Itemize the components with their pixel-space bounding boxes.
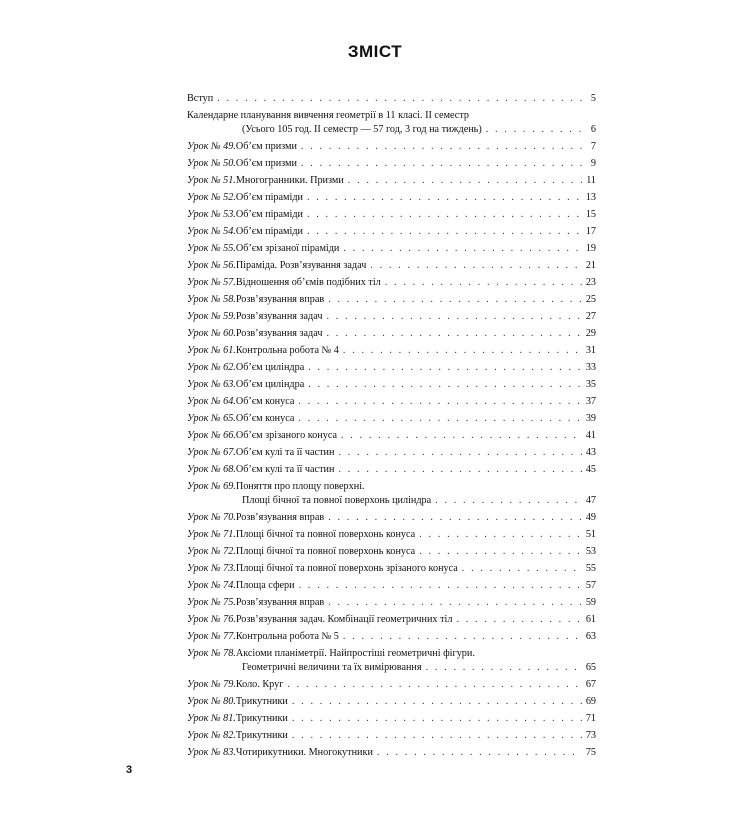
toc-entry <box>187 562 596 576</box>
dot-leader <box>431 494 582 508</box>
toc-entry-line <box>187 276 596 290</box>
toc-entry-line <box>187 191 596 205</box>
toc-entry <box>187 429 596 443</box>
dot-leader <box>288 729 582 743</box>
toc-entry-title: Об’єм піраміди <box>235 192 303 203</box>
dot-leader <box>339 242 582 256</box>
dot-leader <box>294 395 582 409</box>
dot-leader <box>294 412 582 426</box>
toc-entry-title: Вступ <box>187 93 214 104</box>
lesson-number: Урок № 59. <box>187 311 236 322</box>
toc-entry-line <box>187 579 596 593</box>
toc-entry <box>187 208 596 222</box>
toc-entry-title: Площа сфери <box>235 580 295 591</box>
toc-page-number: 11 <box>586 175 596 186</box>
dot-leader <box>334 463 582 477</box>
dot-leader <box>415 528 582 542</box>
toc-page-number: 43 <box>585 447 596 458</box>
toc-entry-line <box>187 463 596 477</box>
toc-page-number: 13 <box>585 192 596 203</box>
toc-page-number: 51 <box>585 529 596 540</box>
page-number: 3 <box>126 764 133 776</box>
toc-entry-title: Об’єм конуса <box>235 396 295 407</box>
toc-entry <box>187 695 596 709</box>
toc-entry <box>187 630 596 644</box>
dot-leader <box>339 630 582 644</box>
lesson-number: Урок № 64. <box>187 396 236 407</box>
toc-page-number: 23 <box>585 277 596 288</box>
toc-entry-line <box>187 92 596 106</box>
toc-entry-title: Розв’язування задач. Комбінації геометричних тіл <box>235 614 453 625</box>
toc-page-number: 69 <box>585 696 596 707</box>
toc-entry-title: Об’єм циліндра <box>235 379 305 390</box>
toc-entry <box>187 511 596 525</box>
dot-leader <box>452 613 582 627</box>
toc-entry <box>187 579 596 593</box>
dot-leader <box>339 344 582 358</box>
toc-entry <box>187 613 596 627</box>
toc-page-number: 59 <box>585 597 596 608</box>
dot-leader <box>288 712 582 726</box>
toc-entry-title: Контрольна робота № 5 <box>235 631 339 642</box>
toc-entry-line <box>187 729 596 743</box>
toc-page-number: 47 <box>585 495 596 506</box>
table-of-contents <box>187 92 596 763</box>
toc-page-number: 9 <box>590 158 596 169</box>
lesson-number: Урок № 75. <box>187 597 236 608</box>
dot-leader <box>337 429 582 443</box>
lesson-number: Урок № 82. <box>187 730 236 741</box>
toc-entry-title: Геометричні величини та їх вимірювання <box>242 662 422 673</box>
lesson-number: Урок № 80. <box>187 696 236 707</box>
toc-entry-line <box>187 545 596 559</box>
lesson-number: Урок № 74. <box>187 580 236 591</box>
lesson-number: Урок № 55. <box>187 243 236 254</box>
dot-leader <box>422 661 582 675</box>
toc-entry <box>187 480 596 508</box>
toc-entry <box>187 293 596 307</box>
toc-page-number: 33 <box>585 362 596 373</box>
toc-entry <box>187 729 596 743</box>
lesson-number: Урок № 61. <box>187 345 236 356</box>
toc-entry-line <box>187 712 596 726</box>
toc-entry-title: Об’єм зрізаного конуса <box>235 430 337 441</box>
toc-entry-line <box>187 310 596 324</box>
toc-entry-line <box>187 157 596 171</box>
toc-entry <box>187 545 596 559</box>
toc-entry-title: Об’єм кулі та її частин <box>235 464 335 475</box>
toc-entry-line <box>187 746 596 760</box>
toc-page-number: 73 <box>585 730 596 741</box>
lesson-number: Урок № 50. <box>187 158 236 169</box>
toc-page-number: 5 <box>590 93 596 104</box>
lesson-number: Урок № 52. <box>187 192 236 203</box>
dot-leader <box>322 327 582 341</box>
lesson-number: Урок № 68. <box>187 464 236 475</box>
toc-entry-line <box>187 695 596 709</box>
toc-entry <box>187 528 596 542</box>
dot-leader <box>303 225 582 239</box>
toc-entry <box>187 191 596 205</box>
dot-leader <box>297 140 582 154</box>
toc-entry <box>187 225 596 239</box>
toc-entry <box>187 378 596 392</box>
lesson-number: Урок № 73. <box>187 563 236 574</box>
toc-entry <box>187 140 596 154</box>
lesson-number: Урок № 71. <box>187 529 236 540</box>
toc-page-number: 65 <box>585 662 596 673</box>
lesson-number: Урок № 77. <box>187 631 236 642</box>
toc-entry <box>187 712 596 726</box>
lesson-number: Урок № 49. <box>187 141 236 152</box>
toc-entry <box>187 92 596 106</box>
lesson-number: Урок № 81. <box>187 713 236 724</box>
toc-page-number: 19 <box>585 243 596 254</box>
toc-page-number: 67 <box>585 679 596 690</box>
lesson-number: Урок № 76. <box>187 614 236 625</box>
toc-entry-title: Об’єм циліндра <box>235 362 305 373</box>
toc-entry-line <box>187 613 596 627</box>
toc-entry-title: Розв’язування задач <box>235 311 323 322</box>
lesson-number: Урок № 78. <box>187 648 236 659</box>
toc-page-number: 53 <box>585 546 596 557</box>
dot-leader <box>344 174 582 188</box>
toc-entry-line <box>187 446 596 460</box>
dot-leader <box>283 678 582 692</box>
toc-page-number: 41 <box>585 430 596 441</box>
toc-page-number: 27 <box>585 311 596 322</box>
dot-leader <box>303 191 582 205</box>
toc-entry-title: Відношення об’ємів подібних тіл <box>235 277 381 288</box>
dot-leader <box>288 695 582 709</box>
toc-entry-line <box>187 429 596 443</box>
toc-entry-line <box>187 293 596 307</box>
toc-entry-title: Розв’язування задач <box>235 328 323 339</box>
lesson-number: Урок № 57. <box>187 277 236 288</box>
toc-entry <box>187 746 596 760</box>
toc-entry-line <box>187 647 596 661</box>
toc-page-number: 21 <box>585 260 596 271</box>
toc-entry <box>187 647 596 675</box>
toc-entry-line <box>187 140 596 154</box>
toc-entry <box>187 463 596 477</box>
toc-entry-title: Многогранники. Призми <box>235 175 344 186</box>
toc-entry-title: Контрольна робота № 4 <box>235 345 339 356</box>
dot-leader <box>324 293 582 307</box>
dot-leader <box>304 378 582 392</box>
toc-entry-line <box>187 630 596 644</box>
toc-entry-line <box>187 344 596 358</box>
toc-entry-title: Площі бічної та повної поверхонь конуса <box>235 546 416 557</box>
toc-entry-line <box>187 225 596 239</box>
toc-page-number: 7 <box>590 141 596 152</box>
toc-entry-line <box>187 480 596 494</box>
toc-entry-line <box>187 378 596 392</box>
toc-page-number: 75 <box>585 747 596 758</box>
lesson-number: Урок № 67. <box>187 447 236 458</box>
toc-entry-title: Аксіоми планіметрії. Найпростіші геометричні фігури. <box>235 648 475 659</box>
lesson-number: Урок № 83. <box>187 747 236 758</box>
toc-entry <box>187 395 596 409</box>
toc-entry <box>187 276 596 290</box>
dot-leader <box>366 259 582 273</box>
toc-entry-title: Об’єм піраміди <box>235 209 303 220</box>
toc-entry-line <box>187 412 596 426</box>
toc-entry-title: Об’єм конуса <box>235 413 295 424</box>
lesson-number: Урок № 69. <box>187 481 236 492</box>
lesson-number: Урок № 63. <box>187 379 236 390</box>
dot-leader <box>415 545 582 559</box>
toc-entry <box>187 361 596 375</box>
toc-entry <box>187 259 596 273</box>
lesson-number: Урок № 62. <box>187 362 236 373</box>
toc-page-number: 15 <box>585 209 596 220</box>
toc-page-number: 63 <box>585 631 596 642</box>
toc-page-number: 55 <box>585 563 596 574</box>
toc-entry-line <box>187 109 596 123</box>
dot-leader <box>213 92 582 106</box>
toc-entry <box>187 174 596 188</box>
toc-entry-title: Трикутники <box>235 696 288 707</box>
toc-page-number: 37 <box>585 396 596 407</box>
toc-entry-line <box>187 511 596 525</box>
toc-entry-line <box>187 259 596 273</box>
toc-entry-title: Чотирикутники. Многокутники <box>235 747 373 758</box>
lesson-number: Урок № 70. <box>187 512 236 523</box>
toc-entry-line <box>187 661 596 675</box>
lesson-number: Урок № 65. <box>187 413 236 424</box>
dot-leader <box>324 596 582 610</box>
toc-entry-title: Розв’язування вправ <box>235 512 325 523</box>
dot-leader <box>373 746 582 760</box>
dot-leader <box>297 157 582 171</box>
lesson-number: Урок № 66. <box>187 430 236 441</box>
toc-entry-line <box>187 361 596 375</box>
lesson-number: Урок № 72. <box>187 546 236 557</box>
toc-entry-line <box>187 562 596 576</box>
toc-entry <box>187 678 596 692</box>
toc-entry-line <box>187 242 596 256</box>
toc-page-number: 31 <box>585 345 596 356</box>
toc-page-number: 45 <box>585 464 596 475</box>
toc-entry-line <box>187 123 596 137</box>
dot-leader <box>381 276 582 290</box>
lesson-number: Урок № 60. <box>187 328 236 339</box>
toc-page-number: 61 <box>585 614 596 625</box>
toc-entry-line <box>187 395 596 409</box>
dot-leader <box>322 310 582 324</box>
toc-entry-title: Площі бічної та повної поверхонь циліндра <box>242 495 432 506</box>
toc-page-number: 29 <box>585 328 596 339</box>
toc-entry <box>187 310 596 324</box>
toc-entry-title: (Усього 105 год. ІІ семестр — 57 год, 3 год на тиждень) <box>242 124 482 135</box>
toc-entry <box>187 446 596 460</box>
dot-leader <box>334 446 582 460</box>
toc-entry-title: Розв’язування вправ <box>235 294 325 305</box>
toc-page-number: 6 <box>590 124 596 135</box>
toc-entry-line <box>187 174 596 188</box>
lesson-number: Урок № 79. <box>187 679 236 690</box>
toc-entry-line <box>187 494 596 508</box>
toc-page-number: 25 <box>585 294 596 305</box>
toc-entry <box>187 344 596 358</box>
toc-page-number: 71 <box>585 713 596 724</box>
toc-entry-line <box>187 678 596 692</box>
toc-entry-title: Трикутники <box>235 730 288 741</box>
toc-page-number: 39 <box>585 413 596 424</box>
toc-entry-title: Трикутники <box>235 713 288 724</box>
toc-entry <box>187 157 596 171</box>
dot-leader <box>482 123 582 137</box>
toc-entry-title: Піраміда. Розв’язування задач <box>235 260 367 271</box>
toc-entry-title: Коло. Круг <box>235 679 284 690</box>
toc-entry-title: Календарне планування вивчення геометрії в 11 класі. ІІ семестр <box>187 110 469 121</box>
toc-entry <box>187 412 596 426</box>
toc-entry-line <box>187 208 596 222</box>
lesson-number: Урок № 51. <box>187 175 236 186</box>
toc-entry-title: Об’єм зрізаної піраміди <box>235 243 340 254</box>
dot-leader <box>458 562 582 576</box>
toc-entry-title: Розв’язування вправ <box>235 597 325 608</box>
lesson-number: Урок № 56. <box>187 260 236 271</box>
toc-page-number: 35 <box>585 379 596 390</box>
toc-entry <box>187 242 596 256</box>
toc-entry-line <box>187 596 596 610</box>
toc-entry-title: Об’єм піраміди <box>235 226 303 237</box>
page-title: ЗМІСТ <box>347 42 403 61</box>
toc-entry <box>187 327 596 341</box>
toc-page-number: 57 <box>585 580 596 591</box>
lesson-number: Урок № 58. <box>187 294 236 305</box>
toc-page-number: 17 <box>585 226 596 237</box>
dot-leader <box>324 511 582 525</box>
toc-entry-title: Поняття про площу поверхні. <box>235 481 365 492</box>
lesson-number: Урок № 53. <box>187 209 236 220</box>
toc-entry <box>187 109 596 137</box>
toc-entry-title: Об’єм кулі та її частин <box>235 447 335 458</box>
toc-entry-title: Площі бічної та повної поверхонь зрізаного конуса <box>235 563 458 574</box>
dot-leader <box>304 361 582 375</box>
lesson-number: Урок № 54. <box>187 226 236 237</box>
toc-entry <box>187 596 596 610</box>
toc-entry-title: Площі бічної та повної поверхонь конуса <box>235 529 416 540</box>
toc-page-number: 49 <box>585 512 596 523</box>
toc-entry-line <box>187 528 596 542</box>
dot-leader <box>303 208 582 222</box>
toc-entry-title: Об’єм призми <box>235 158 297 169</box>
toc-entry-title: Об’єм призми <box>235 141 297 152</box>
dot-leader <box>295 579 582 593</box>
toc-entry-line <box>187 327 596 341</box>
